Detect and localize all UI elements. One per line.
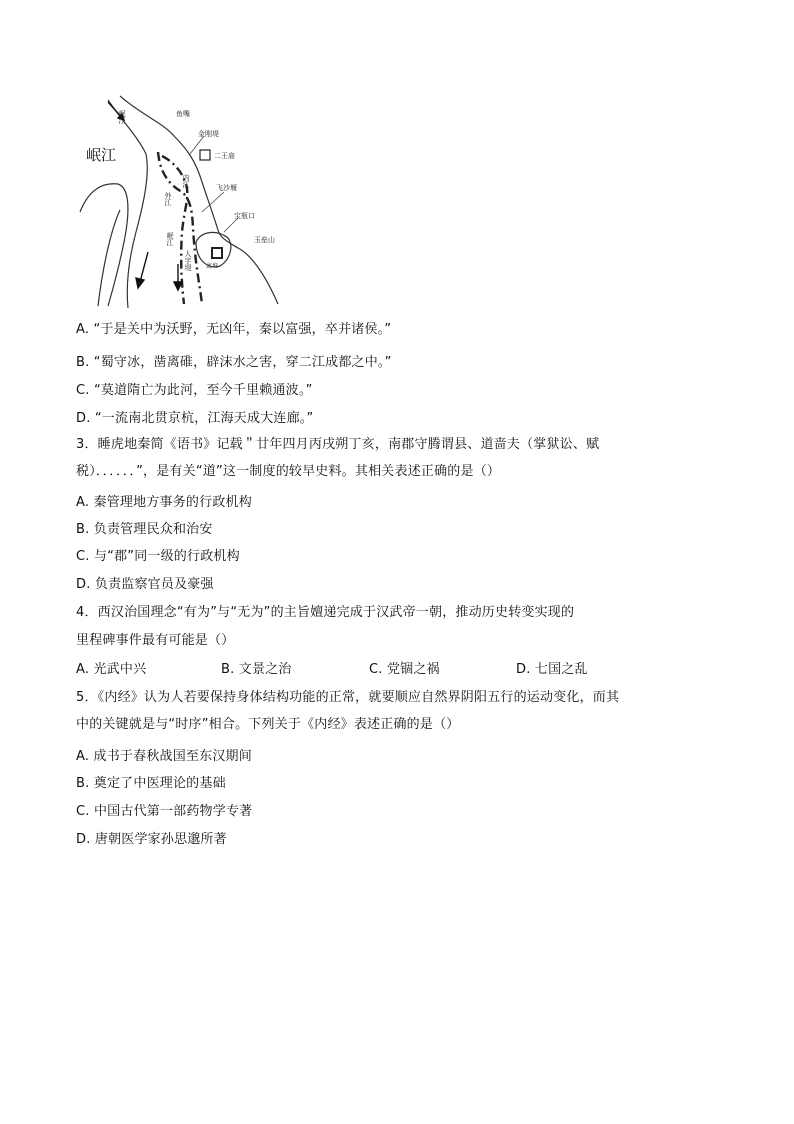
q3-option-b: B. 负责管理民众和治安 [76,522,213,537]
q5-stem-line1: 5．《内经》认为人若要保持身体结构功能的正常，就要顺应自然界阴阳五行的运动变化，而其 [76,690,620,705]
q2-option-b: B. “蜀守冰，凿离碓，辟沫水之害，穿二江成都之中。” [76,355,392,370]
q4-option-a: A. 光武中兴 [76,662,147,677]
q4-option-b: B. 文景之治 [221,662,292,677]
q4-options-row [76,661,676,679]
map-svg [78,92,298,310]
erwang-temple-marker [200,150,210,160]
label-renzidi: 人字堤 [184,250,192,271]
flow-arrow-outer [140,252,148,282]
q4-stem-line2: 里程碑事件最有可能是（） [76,633,235,648]
q4-option-c: C. 党锢之祸 [369,662,440,677]
lidui-marker [212,248,222,258]
q2-option-a: A. “于是关中为沃野，无凶年，秦以富强，卒并诸侯。” [76,322,392,337]
label-minjiang-lower: 岷江 [166,232,174,246]
label-yuzui: 鱼嘴 [176,110,190,118]
label-feishayan: 飞沙堰 [216,184,237,192]
q5-option-b: B. 奠定了中医理论的基础 [76,776,226,791]
q5-option-a: A. 成书于春秋战国至东汉期间 [76,749,252,764]
q4-stem-line1: 4．西汉治国理念“有为”与“无为”的主旨嬗递完成于汉武帝一朝，推动历史转变实现的 [76,605,575,620]
q5-option-d: D. 唐朝医学家孙思邈所著 [76,832,227,847]
q5-option-c: C. 中国古代第一部药物学专著 [76,804,253,819]
label-minjiang-upper: 岷江 [118,110,126,124]
q3-option-d: D. 负责监察官员及豪强 [76,577,214,592]
q3-stem-line2: 税）．．．．．．”，是有关“道”这一制度的较早史料。其相关表述正确的是（） [76,464,501,479]
label-erwangmiao: 二王庙 [214,152,235,160]
q2-option-d: D. “一流南北贯京杭，江海天成大连廊。” [76,411,314,426]
q4-option-d: D. 七国之乱 [516,662,588,677]
map-title: 岷江 [86,146,117,164]
label-lidui: 离堆 [206,263,219,270]
label-waijiang: 外江 [164,192,172,206]
q2-option-c: C. “莫道隋亡为此河，至今千里赖通波。” [76,383,313,398]
label-yuleishan: 玉垒山 [254,236,275,244]
q5-stem-line2: 中的关键就是与“时序”相合。下列关于《内经》表述正确的是（） [76,717,460,732]
label-jingangdi: 金刚堤 [198,130,219,138]
q3-option-a: A. 秦管理地方事务的行政机构 [76,495,252,510]
outer-river-left [80,184,128,306]
jingang-dike [158,152,202,304]
label-baopingkou: 宝瓶口 [234,212,255,220]
q3-stem-line1: 3．睡虎地秦简《语书》记载＂廿年四月丙戌朔丁亥，南郡守腾谓县、道啬夫（掌狱讼、赋 [76,437,600,452]
q3-option-c: C. 与“郡”同一级的行政机构 [76,549,240,564]
label-neijiang: 内江 [182,174,190,188]
dujiangyan-map [78,92,298,310]
